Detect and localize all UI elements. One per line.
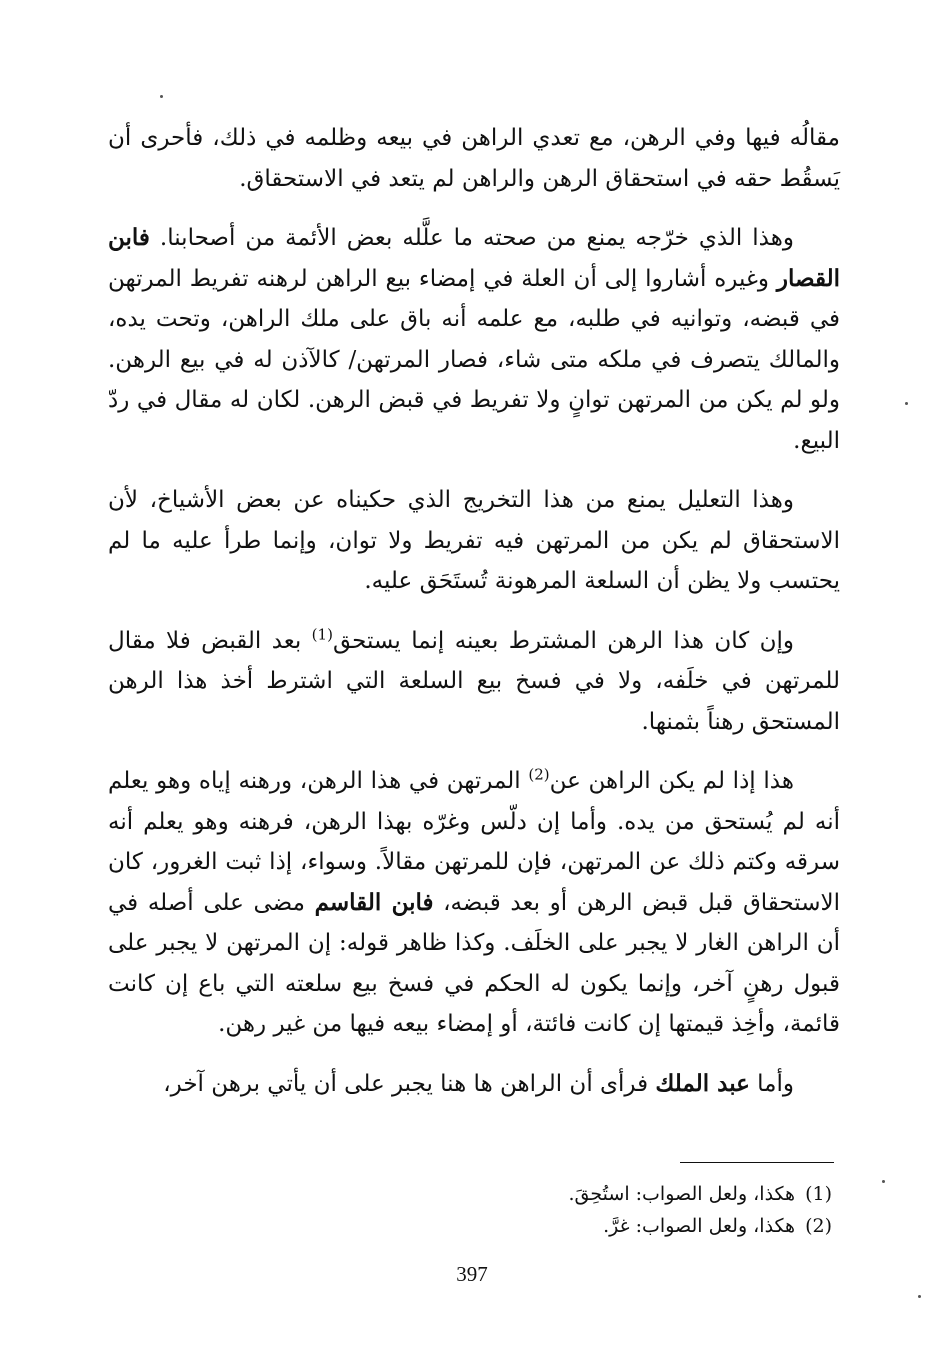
- paragraph-text: وهذا الذي خرّجه يمنع من صحته ما علَّله بعض الأئمة من أصحابنا.: [149, 225, 794, 251]
- paragraph-text: فرأى أن الراهن ها هنا يجبر على أن يأتي برهن آخر،: [163, 1070, 656, 1097]
- scan-speck: [905, 402, 908, 405]
- paragraph-text: وهذا التعليل يمنع من هذا التخريج الذي حكيناه عن بعض الأشياخ، لأن الاستحقاق لم يكن من المرتهن فيه تفريط ولا توان، وإنما طرأ عليه ما لم يحتسب ولا يظن أن السلعة المرهونة تُستَحَق عليه.: [108, 487, 840, 594]
- footnote-text: هكذا، ولعل الصواب: غرَّ.: [603, 1215, 796, 1237]
- scan-speck: [160, 95, 163, 98]
- paragraph-text: هذا إذا لم يكن الراهن عن: [549, 768, 794, 794]
- paragraph-text: وإن كان هذا الرهن المشترط بعينه إنما يستحق: [332, 627, 795, 654]
- scan-speck: [918, 1295, 921, 1298]
- paragraph: [108, 621, 840, 743]
- footnote-number: (1): [805, 1183, 832, 1205]
- footnotes: [420, 1178, 832, 1242]
- footnote-separator: [680, 1162, 834, 1163]
- scholar-name: عبد الملك: [655, 1069, 750, 1097]
- scan-speck: [882, 1180, 885, 1183]
- scholar-name: فابن القاسم: [314, 888, 434, 916]
- paragraph-text: مقالُه فيها وفي الرهن، مع تعدي الراهن في بيعه وظلمه في ذلك، فأحرى أن يَسقُط حقه في استحقاق الرهن والراهن لم يتعد في الاستحقاق.: [108, 125, 840, 192]
- footnote-number: (2): [805, 1215, 832, 1237]
- footnote-reference: (2): [528, 765, 550, 784]
- paragraph-text: مضى على أصله في أن الراهن الغار لا يجبر على الخلَف. وكذا ظاهر قوله: إن المرتهن لا يجبر على قبول رهنٍ آخر، وإنما يكون له الحكم في فسخ بيع سلعته التي باع إن كانت قائمة، وأخِذ قيمتها إن كانت فائتة، أو إمضاء بيعه فيها من غير رهن.: [108, 889, 840, 1037]
- page-number: 397: [456, 1262, 488, 1286]
- main-text: [108, 118, 840, 1123]
- footnote-reference: (1): [311, 624, 333, 643]
- paragraph-text: المرتهن في هذا الرهن، ورهنه إياه وهو يعلم أنه لم يُستحق من يده. وأما إن دلّس وغرّه بهذا الرهن، فرهنه وهو يعلم أنه سرقه وكتم ذلك عن المرتهن، فإن للمرتهن مقالاً. وسواء، إذا ثبت الغرور، كان الاستحقاق قبل قبض الرهن أو بعد قبضه،: [108, 768, 841, 916]
- paragraph: [108, 218, 840, 461]
- paragraph: [108, 118, 840, 199]
- paragraph-text: وغيره أشاروا إلى أن العلة في إمضاء بيع الراهن لرهنه تفريط المرتهن في قبضه، وتوانيه في طلبه، مع علمه أنه باق على ملك الراهن، وتحت يده، والمالك يتصرف في ملكه متى شاء، فصار المرتهن/ كالآذن له في بيع الرهن. ولو لم يكن من المرتهن توانٍ ولا تفريط في قبض الرهن. لكان له مقال في ردّ البيع.: [108, 265, 840, 454]
- paragraph: [108, 1064, 840, 1105]
- paragraph: [108, 761, 840, 1045]
- footnote-text: هكذا، ولعل الصواب: استُحِقَ.: [568, 1183, 796, 1205]
- paragraph-text: وأما: [749, 1070, 794, 1097]
- footnote: [420, 1210, 832, 1242]
- scholar-name: فابن القصار: [108, 224, 840, 292]
- paragraph-text: بعد القبض فلا مقال للمرتهن في خلَفه، ولا في فسخ بيع السلعة التي اشترط أخذ هذا الرهن المستحق رهناً بثمنها.: [108, 627, 840, 735]
- paragraph: [108, 480, 840, 602]
- footnote: [420, 1178, 832, 1210]
